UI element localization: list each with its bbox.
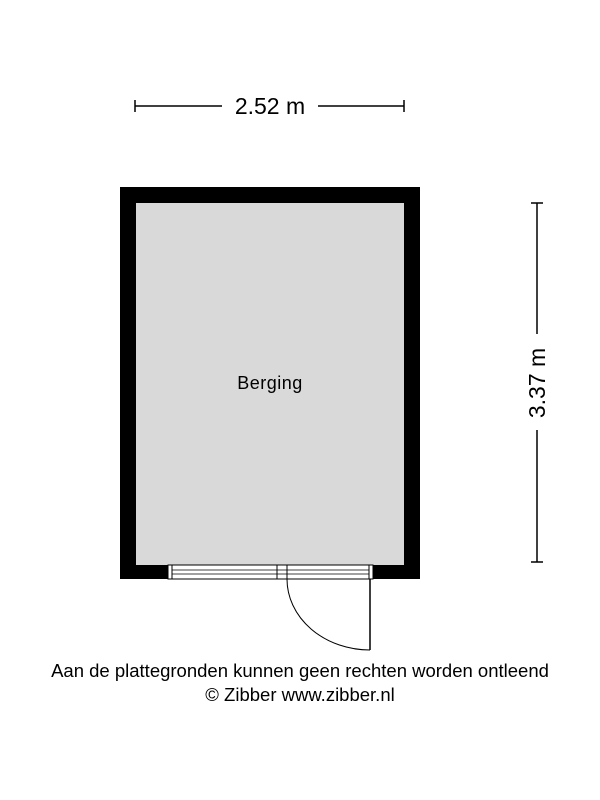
width-dimension [135,93,404,119]
wall-top [120,187,420,203]
height-dimension-label: 3.37 m [524,347,550,419]
height-dimension [524,203,550,562]
footer-disclaimer: Aan de plattegronden kunnen geen rechten worden ontleend [51,660,549,681]
wall-bottom-left [120,565,168,579]
door [287,579,370,650]
window-frame-outline [168,565,373,579]
door-swing-arc [287,579,370,650]
wall-left [120,187,136,579]
wall-bottom-right [373,565,420,579]
width-dimension-label: 2.52 m [234,93,306,119]
footer-copyright: © Zibber www.zibber.nl [205,684,395,705]
wall-right [404,187,420,579]
room-label: Berging [237,373,303,393]
window-frame [168,565,373,579]
